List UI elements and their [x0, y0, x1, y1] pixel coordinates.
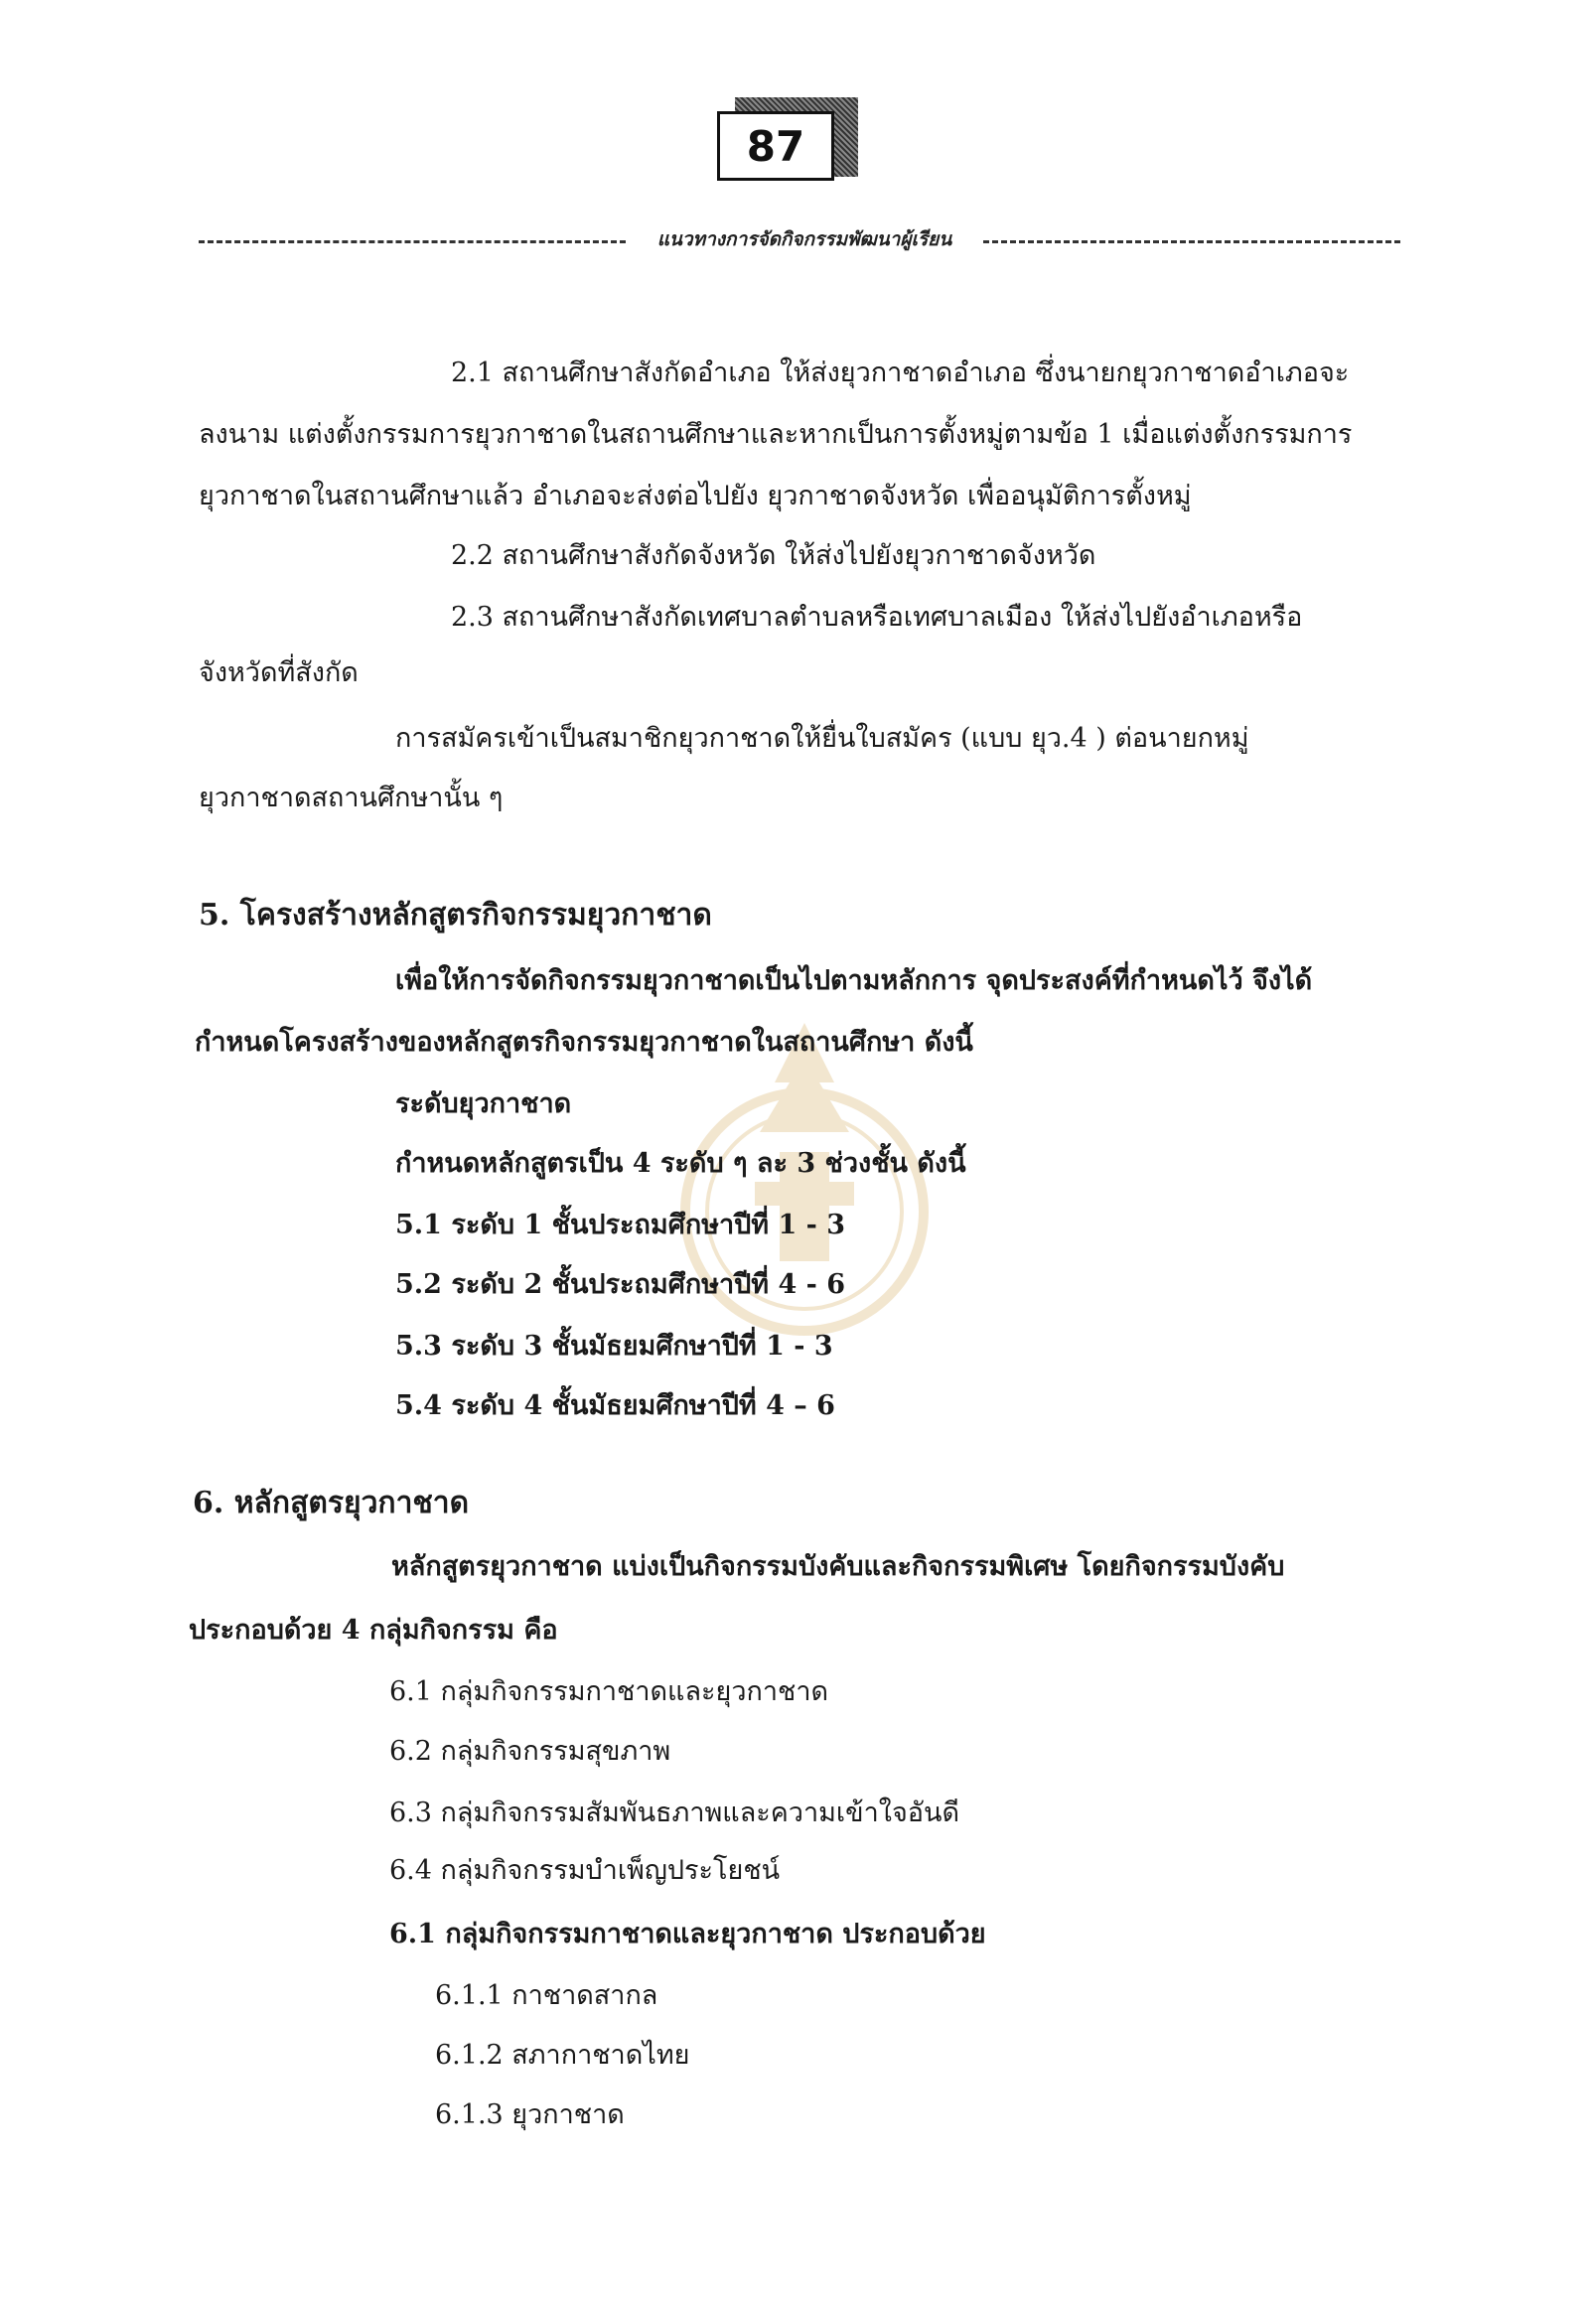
list-item: 6.4 กลุ่มกิจกรรมบำเพ็ญประโยชน์	[389, 1855, 781, 1886]
paragraph-line: ลงนาม แต่งตั้งกรรมการยุวกาชาดในสถานศึกษาและหากเป็นการตั้งหมู่ตามข้อ 1 เมื่อแต่งตั้งกรรมการ	[199, 419, 1353, 450]
paragraph-line: กำหนดหลักสูตรเป็น 4 ระดับ ๆ ละ 3 ช่วงชั้น ดังนี้	[395, 1148, 966, 1179]
paragraph-line: 2.1 สถานศึกษาสังกัดอำเภอ ให้ส่งยุวกาชาดอำเภอ ซึ่งนายกยุวกาชาดอำเภอจะ	[451, 358, 1350, 388]
subheading-group: 6.1 กลุ่มกิจกรรมกาชาดและยุวกาชาด ประกอบด้วย	[389, 1919, 986, 1949]
page-number: 87	[717, 111, 834, 181]
paragraph-line: หลักสูตรยุวกาชาด แบ่งเป็นกิจกรรมบังคับและกิจกรรมพิเศษ โดยกิจกรรมบังคับ	[391, 1551, 1285, 1582]
list-item: 6.2 กลุ่มกิจกรรมสุขภาพ	[389, 1736, 671, 1767]
subheading-level: ระดับยุวกาชาด	[395, 1088, 572, 1119]
paragraph-line: การสมัครเข้าเป็นสมาชิกยุวกาชาดให้ยื่นใบสมัคร (แบบ ยุว.4 ) ต่อนายกหมู่	[395, 723, 1249, 754]
page-number-box	[717, 97, 858, 187]
paragraph-line: ยุวกาชาดในสถานศึกษาแล้ว อำเภอจะส่งต่อไปยัง ยุวกาชาดจังหวัด เพื่ออนุมัติการตั้งหมู่	[199, 481, 1192, 511]
header-rule-left	[199, 240, 626, 243]
section-heading-6: 6. หลักสูตรยุวกาชาด	[193, 1486, 470, 1520]
section-heading-5: 5. โครงสร้างหลักสูตรกิจกรรมยุวกาชาด	[199, 898, 712, 933]
paragraph-line: กำหนดโครงสร้างของหลักสูตรกิจกรรมยุวกาชาดในสถานศึกษา ดังนี้	[195, 1027, 973, 1058]
list-item: 6.1 กลุ่มกิจกรรมกาชาดและยุวกาชาด	[389, 1676, 829, 1707]
paragraph-line: เพื่อให้การจัดกิจกรรมยุวกาชาดเป็นไปตามหลักการ จุดประสงค์ที่กำหนดไว้ จึงได้	[395, 965, 1313, 996]
list-item: 5.3 ระดับ 3 ชั้นมัธยมศึกษาปีที่ 1 - 3	[395, 1331, 833, 1362]
list-item: 6.1.3 ยุวกาชาด	[435, 2099, 625, 2130]
list-item: 6.3 กลุ่มกิจกรรมสัมพันธภาพและความเข้าใจอันดี	[389, 1798, 959, 1828]
paragraph-line: 2.2 สถานศึกษาสังกัดจังหวัด ให้ส่งไปยังยุวกาชาดจังหวัด	[451, 540, 1096, 571]
paragraph-line: 2.3 สถานศึกษาสังกัดเทศบาลตำบลหรือเทศบาลเมือง ให้ส่งไปยังอำเภอหรือ	[451, 602, 1303, 633]
running-header: แนวทางการจัดกิจกรรมพัฒนาผู้เรียน	[656, 228, 952, 250]
paragraph-line: จังหวัดที่สังกัด	[199, 657, 359, 688]
paragraph-line: ยุวกาชาดสถานศึกษานั้น ๆ	[199, 783, 504, 813]
list-item: 6.1.2 สภากาชาดไทย	[435, 2040, 690, 2071]
list-item: 5.4 ระดับ 4 ชั้นมัธยมศึกษาปีที่ 4 – 6	[395, 1390, 835, 1421]
list-item: 5.2 ระดับ 2 ชั้นประถมศึกษาปีที่ 4 - 6	[395, 1269, 846, 1300]
paragraph-line: ประกอบด้วย 4 กลุ่มกิจกรรม คือ	[189, 1615, 558, 1646]
list-item: 5.1 ระดับ 1 ชั้นประถมศึกษาปีที่ 1 - 3	[395, 1210, 846, 1240]
list-item: 6.1.1 กาชาดสากล	[435, 1980, 658, 2011]
header-rule-right	[983, 240, 1400, 243]
